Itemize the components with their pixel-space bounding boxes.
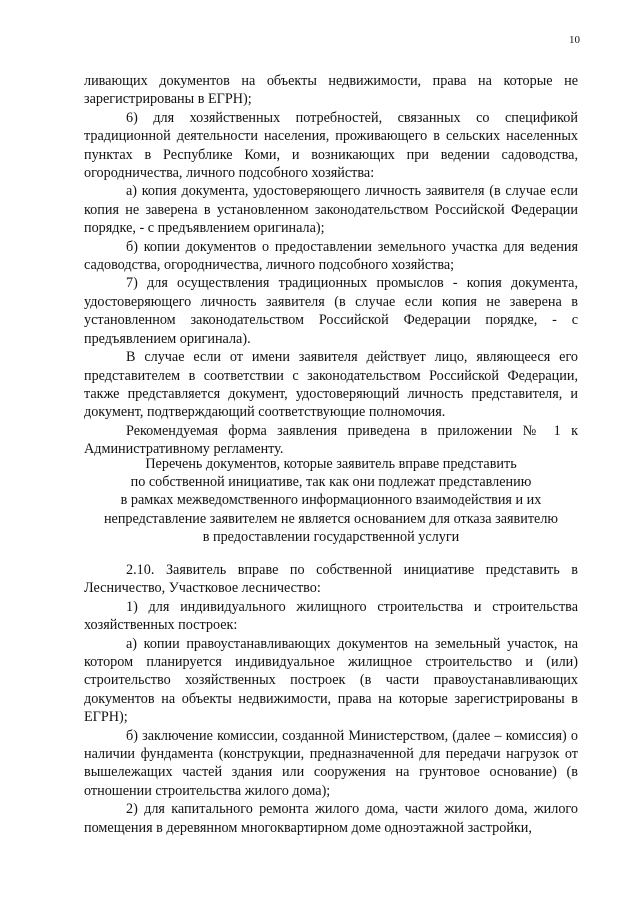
heading-line: Перечень документов, которые заявитель вправе представить [145, 456, 517, 472]
paragraph-item-6a: а) копия документа, удостоверяющего личность заявителя (в случае если копия не заверена в установленном законодательством Российской Федерации порядке, - с предъявлением оригинала); [84, 183, 578, 237]
paragraph-item-1: 1) для индивидуального жилищного строительства и строительства хозяйственных построек: [84, 598, 578, 634]
heading-line: в рамках межведомственного информационного взаимодействия и их [120, 492, 542, 509]
heading-line: в предоставлении государственной услуги [202, 528, 460, 545]
paragraph-item-1a: а) копии правоустанавливающих документов на земельный участок, на котором планируется индивидуальное жилищное строительство и (или) строительство хозяйственных построек (в части правоустанавливающих документов на объекты недвижимости, права на которые зарегистрированы в ЕГРН); [84, 635, 578, 726]
paragraph-form-reference: Рекомендуемая форма заявления приведена в приложении № 1 к Административному регламенту. [84, 422, 578, 458]
paragraph-representative: В случае если от имени заявителя действует лицо, являющееся его представителем в соответствии с законодательством Российской Федерации, также представляется документ, удостоверяющий личность представителя, и документ, подтверждающий соответствующие полномочия. [84, 349, 578, 421]
body-text-upper [84, 72, 578, 459]
body-text-lower [84, 561, 578, 837]
heading-line: по собственной инициативе, так как они подлежат представлению [130, 474, 532, 491]
page-number: 10 [569, 34, 580, 46]
paragraph-2-10: 2.10. Заявитель вправе по собственной инициативе представить в Лесничество, Участковое лесничество: [84, 562, 578, 597]
heading-line: непредставление заявителем не является основанием для отказа заявителю [103, 510, 559, 527]
paragraph-item-2: 2) для капитального ремонта жилого дома, части жилого дома, жилого помещения в деревянном многоквартирном доме одноэтажной застройки, [84, 801, 578, 836]
paragraph-item-7: 7) для осуществления традиционных промыслов - копия документа, удостоверяющего личность заявителя (в случае если копия не заверена в установленном законодательством Российской Федерации порядке, - с предъявлением оригинала). [84, 275, 578, 347]
paragraph-item-1b: б) заключение комиссии, созданной Министерством, (далее – комиссия) о наличии фундамента (конструкции, предназначенной для передачи нагрузок от вышележащих частей здания или сооружения на грунтовое основание) (в отношении строительства жилого дома); [84, 727, 578, 799]
paragraph-item-6: 6) для хозяйственных потребностей, связанных со спецификой традиционной деятельности населения, проживающего в сельских населенных пунктах в Республике Коми, и возникающих при ведении садоводства, огородничества, личного подсобного хозяйства: [84, 109, 578, 182]
section-heading [84, 455, 578, 546]
paragraph-item-6b: б) копии документов о предоставлении земельного участка для ведения садоводства, огородничества, личного подсобного хозяйства; [84, 238, 578, 274]
paragraph-continuation: ливающих документов на объекты недвижимости, права на которые не зарегистрированы в ЕГРН); [84, 73, 578, 108]
